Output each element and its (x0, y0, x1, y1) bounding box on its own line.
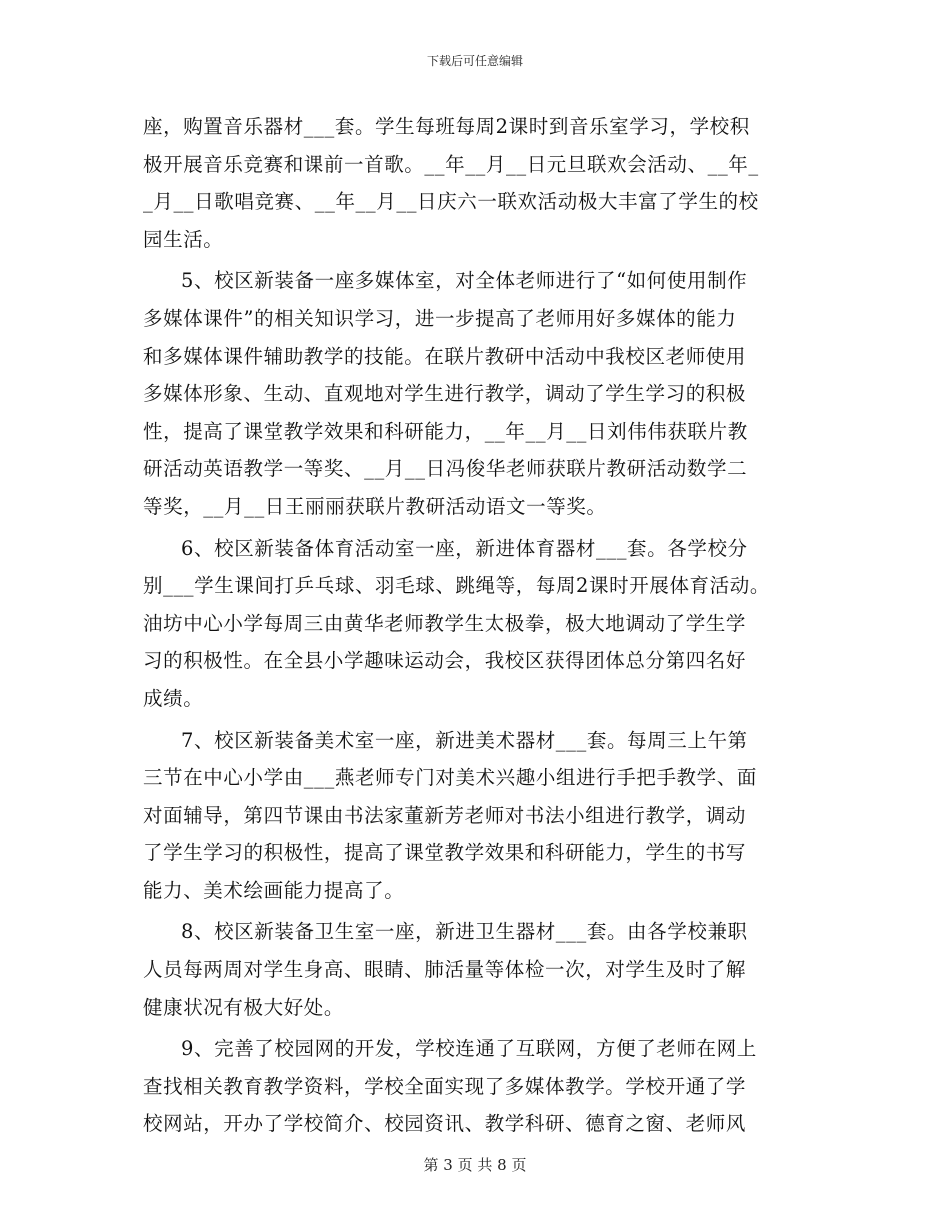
text-line: 等奖，__月__日王丽丽获联片教研活动语文一等奖。 (143, 494, 607, 518)
paragraph-multimedia (143, 262, 805, 525)
paragraph-sports (143, 530, 805, 718)
text-line: 校网站，开办了学校简介、校园资讯、教学科研、德育之窗、老师风 (143, 1112, 747, 1136)
text-line: 成绩。 (143, 686, 204, 710)
paragraph-art (143, 722, 805, 910)
text-line: 座，购置音乐器材___套。学生每班每周2课时到音乐室学习，学校积 (143, 115, 750, 138)
text-line: 5、校区新装备一座多媒体室，对全体老师进行了“如何使用制作 (181, 269, 748, 293)
text-line: 极开展音乐竞赛和课前一首歌。__年__月__日元旦联欢会活动、__年_ (143, 152, 759, 176)
text-line: 6、校区新装备体育活动室一座，新进体育器材___套。各学校分 (181, 536, 748, 560)
page-header: 下载后可任意编辑 (426, 54, 523, 68)
text-line: 人员每两周对学生身高、眼睛、肺活量等体检一次，对学生及时了解 (143, 958, 747, 982)
text-line: 习的积极性。在全县小学趣味运动会，我校区获得团体总分第四名好 (143, 649, 747, 673)
text-line: 性，提高了课堂教学效果和科研能力，__年__月__日刘伟伟获联片教 (143, 419, 748, 443)
text-line: 健康状况有极大好处。 (143, 995, 345, 1019)
text-line: 8、校区新装备卫生室一座，新进卫生器材___套。由各学校兼职 (181, 920, 748, 944)
text-line: 三节在中心小学由___燕老师专门对美术兴趣小组进行手把手教学、面 (143, 766, 757, 790)
text-line: 能力、美术绘画能力提高了。 (143, 878, 405, 902)
text-line: 了学生学习的积极性，提高了课堂教学效果和科研能力，学生的书写 (143, 841, 747, 865)
text-line: 7、校区新装备美术室一座，新进美术器材___套。每周三上午第 (181, 728, 748, 752)
text-line: 多媒体课件”的相关知识学习，进一步提高了老师用好多媒体的能力 (143, 306, 737, 330)
text-line: 多媒体形象、生动、直观地对学生进行教学，调动了学生学习的积极 (143, 382, 747, 406)
text-line: 对面辅导，第四节课由书法家董新芳老师对书法小组进行教学，调动 (143, 803, 747, 827)
text-line: 研活动英语教学一等奖、__月__日冯俊华老师获联片教研活动数学二 (143, 457, 748, 481)
text-line: 油坊中心小学每周三由黄华老师教学生太极拳，极大地调动了学生学 (143, 611, 747, 635)
text-line: 别___学生课间打乒乓球、羽毛球、跳绳等，每周2课时开展体育活动。 (143, 574, 770, 598)
paragraph-health (143, 913, 805, 1026)
text-line: 查找相关教育教学资料，学校全面实现了多媒体教学。学校开通了学 (143, 1074, 747, 1098)
text-line: 园生活。 (143, 227, 224, 251)
text-line: 和多媒体课件辅助教学的技能。在联片教研中活动中我校区老师使用 (143, 344, 747, 368)
text-line: _月__日歌唱竞赛、__年__月__日庆六一联欢活动极大丰富了学生的校 (143, 190, 759, 214)
document-body (143, 108, 805, 1143)
paragraph-campus-network (143, 1030, 805, 1143)
page-number: 第 3 页 共 8 页 (423, 1156, 527, 1174)
text-line: 9、完善了校园网的开发，学校连通了互联网，方便了老师在网上 (181, 1037, 757, 1061)
paragraph-music (143, 108, 805, 258)
